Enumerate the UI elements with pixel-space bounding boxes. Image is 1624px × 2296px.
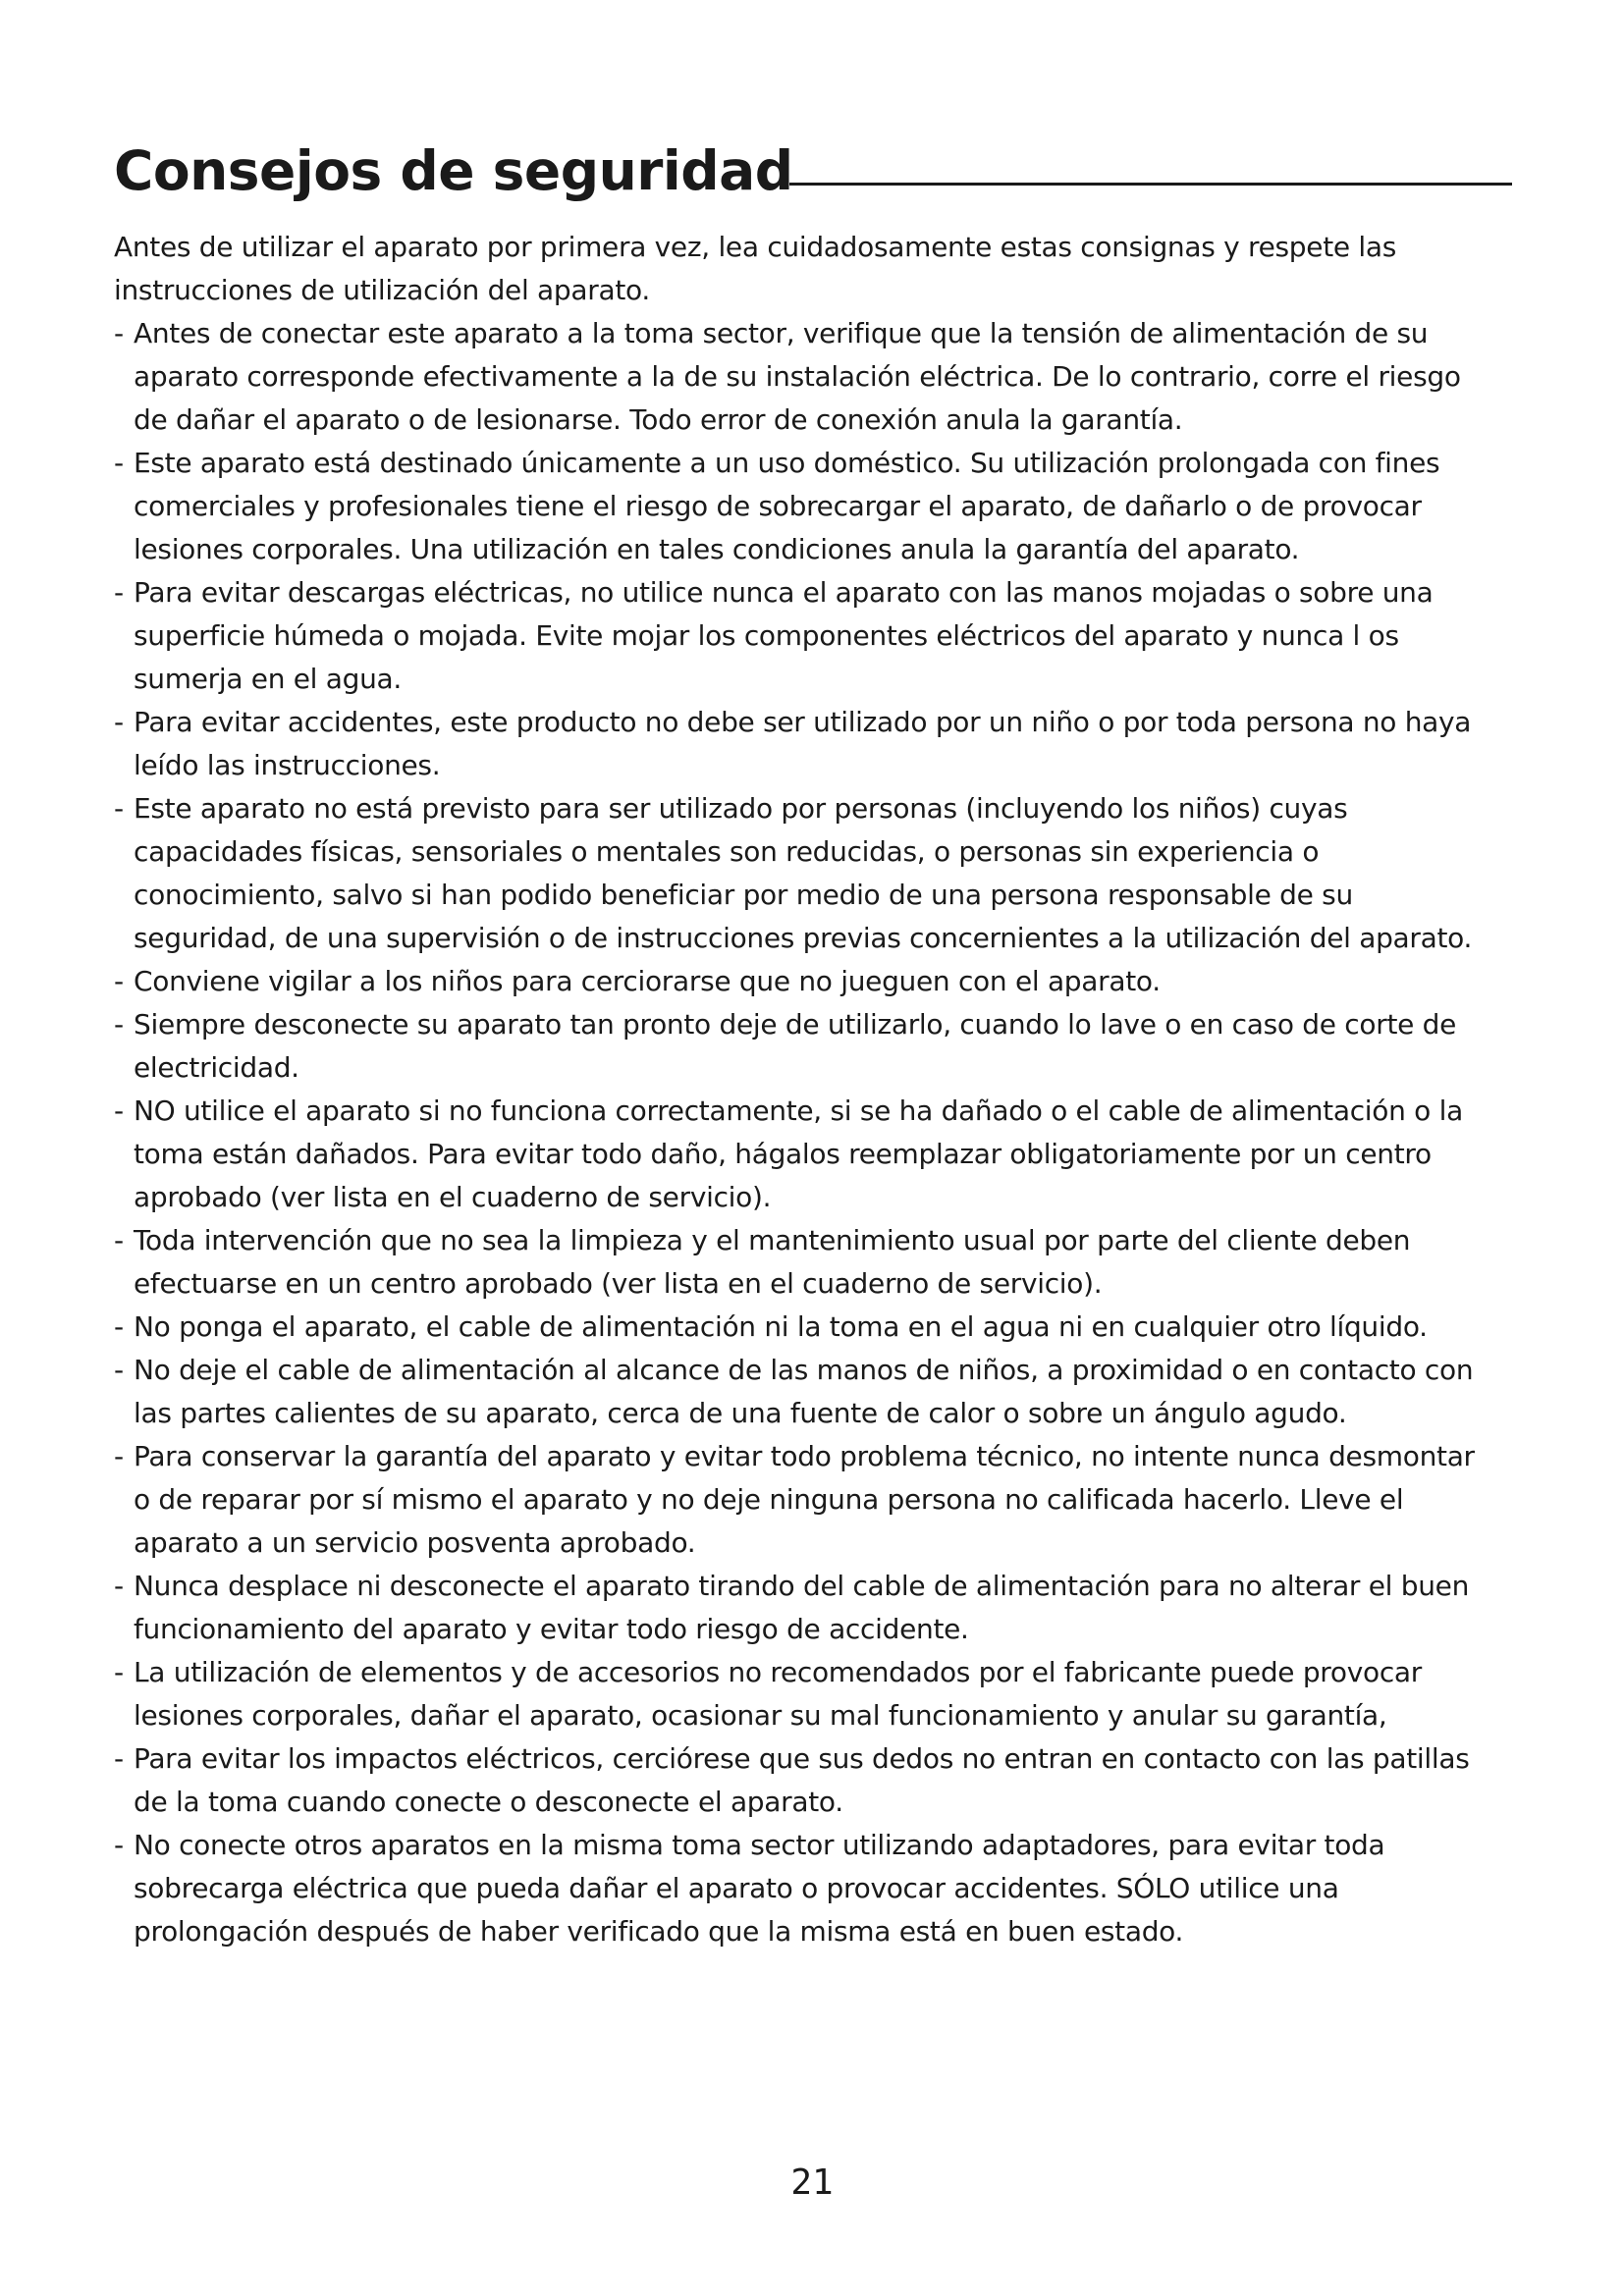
list-item-text: NO utilice el aparato si no funciona correctamente, si se ha dañado o el cable de alimentación o la toma están dañados. Para evitar todo daño, hágalos reemplazar obligatoriamente por un centro aprobado (ver lista en el cuaderno de servicio).	[134, 1095, 1463, 1213]
bullet-dash: -	[114, 1570, 124, 1602]
list-item-text: No ponga el aparato, el cable de alimentación ni la toma en el agua ni en cualquier otro líquido.	[134, 1310, 1428, 1343]
list-item	[114, 1219, 1528, 1306]
list-item-text: Este aparato está destinado únicamente a un uso doméstico. Su utilización prolongada con fines comerciales y profesionales tiene el riesgo de sobrecargar el aparato, de dañarlo o de provocar lesiones corporales. Una utilización en tales condiciones anula la garantía del aparato.	[134, 447, 1440, 565]
page-number: 21	[790, 2163, 834, 2203]
bullet-dash: -	[114, 1440, 124, 1472]
list-item-text: No conecte otros aparatos en la misma toma sector utilizando adaptadores, para evitar toda sobrecarga eléctrica que pueda dañar el aparato o provocar accidentes. SÓLO utilice una prolongación después de haber verificado que la misma está en buen estado.	[134, 1829, 1385, 1948]
bullet-dash: -	[114, 317, 124, 349]
list-item-text: Nunca desplace ni desconecte el aparato tirando del cable de alimentación para no alterar el buen funcionamiento del aparato y evitar todo riesgo de accidente.	[134, 1570, 1470, 1645]
list-item	[114, 1090, 1528, 1219]
list-item	[114, 701, 1528, 787]
list-item	[114, 1306, 1528, 1349]
bullet-dash: -	[114, 792, 124, 825]
bullet-dash: -	[114, 1095, 124, 1127]
list-item	[114, 442, 1528, 571]
list-item	[114, 312, 1528, 442]
list-item-text: Para evitar descargas eléctricas, no utilice nunca el aparato con las manos mojadas o sobre una superficie húmeda o mojada. Evite mojar los componentes eléctricos del aparato y nunca l os sumerja en el agua.	[134, 576, 1434, 695]
bullet-dash: -	[114, 1310, 124, 1343]
page-title: Consejos de seguridad	[114, 139, 793, 202]
document-body	[114, 226, 1528, 1953]
list-item-text: Para evitar los impactos eléctricos, cerciórese que sus dedos no entran en contacto con las patillas de la toma cuando conecte o desconecte el aparato.	[134, 1742, 1470, 1818]
list-item-text: Siempre desconecte su aparato tan pronto deje de utilizarlo, cuando lo lave o en caso de corte de electricidad.	[134, 1008, 1457, 1084]
bullet-dash: -	[114, 1829, 124, 1861]
list-item	[114, 1737, 1528, 1824]
list-item	[114, 571, 1528, 701]
list-item	[114, 1349, 1528, 1435]
list-item-text: Para conservar la garantía del aparato y evitar todo problema técnico, no intente nunca desmontar o de reparar por sí mismo el aparato y no deje ninguna persona no calificada hacerlo. Lleve el aparato a un servicio posventa aprobado.	[134, 1440, 1475, 1559]
bullet-dash: -	[114, 1354, 124, 1386]
safety-list	[114, 312, 1528, 1953]
bullet-dash: -	[114, 576, 124, 609]
list-item	[114, 1435, 1528, 1565]
intro-paragraph: Antes de utilizar el aparato por primera vez, lea cuidadosamente estas consignas y respete las instrucciones de utilización del aparato.	[114, 231, 1397, 306]
list-item	[114, 1565, 1528, 1651]
list-item-text: Para evitar accidentes, este producto no debe ser utilizado por un niño o por toda persona no haya leído las instrucciones.	[134, 706, 1472, 781]
list-item-text: Este aparato no está previsto para ser utilizado por personas (incluyendo los niños) cuyas capacidades físicas, sensoriales o mentales son reducidas, o personas sin experiencia o conocimiento, salvo si han podido beneficiar por medio de una persona responsable de su seguridad, de una supervisión o de instrucciones previas concernientes a la utilización del aparato.	[134, 792, 1473, 954]
list-item-text: No deje el cable de alimentación al alcance de las manos de niños, a proximidad o en contacto con las partes calientes de su aparato, cerca de una fuente de calor o sobre un ángulo agudo.	[134, 1354, 1474, 1429]
bullet-dash: -	[114, 965, 124, 997]
list-item-text: Antes de conectar este aparato a la toma sector, verifique que la tensión de alimentación de su aparato corresponde efectivamente a la de su instalación eléctrica. De lo contrario, corre el riesgo de dañar el aparato o de lesionarse. Todo error de conexión anula la garantía.	[134, 317, 1461, 436]
list-item	[114, 960, 1528, 1003]
list-item	[114, 1003, 1528, 1090]
bullet-dash: -	[114, 1224, 124, 1256]
list-item	[114, 1824, 1528, 1953]
bullet-dash: -	[114, 1008, 124, 1041]
list-item	[114, 1651, 1528, 1737]
list-item	[114, 787, 1528, 960]
bullet-dash: -	[114, 447, 124, 479]
list-item-text: Conviene vigilar a los niños para cerciorarse que no jueguen con el aparato.	[134, 965, 1161, 997]
title-rule	[789, 183, 1512, 186]
list-item-text: La utilización de elementos y de accesorios no recomendados por el fabricante puede provocar lesiones corporales, dañar el aparato, ocasionar su mal funcionamiento y anular su garantía,	[134, 1656, 1422, 1732]
bullet-dash: -	[114, 706, 124, 738]
bullet-dash: -	[114, 1742, 124, 1775]
list-item-text: Toda intervención que no sea la limpieza y el mantenimiento usual por parte del cliente deben efectuarse en un centro aprobado (ver lista en el cuaderno de servicio).	[134, 1224, 1411, 1300]
bullet-dash: -	[114, 1656, 124, 1688]
page-header	[114, 135, 1512, 214]
